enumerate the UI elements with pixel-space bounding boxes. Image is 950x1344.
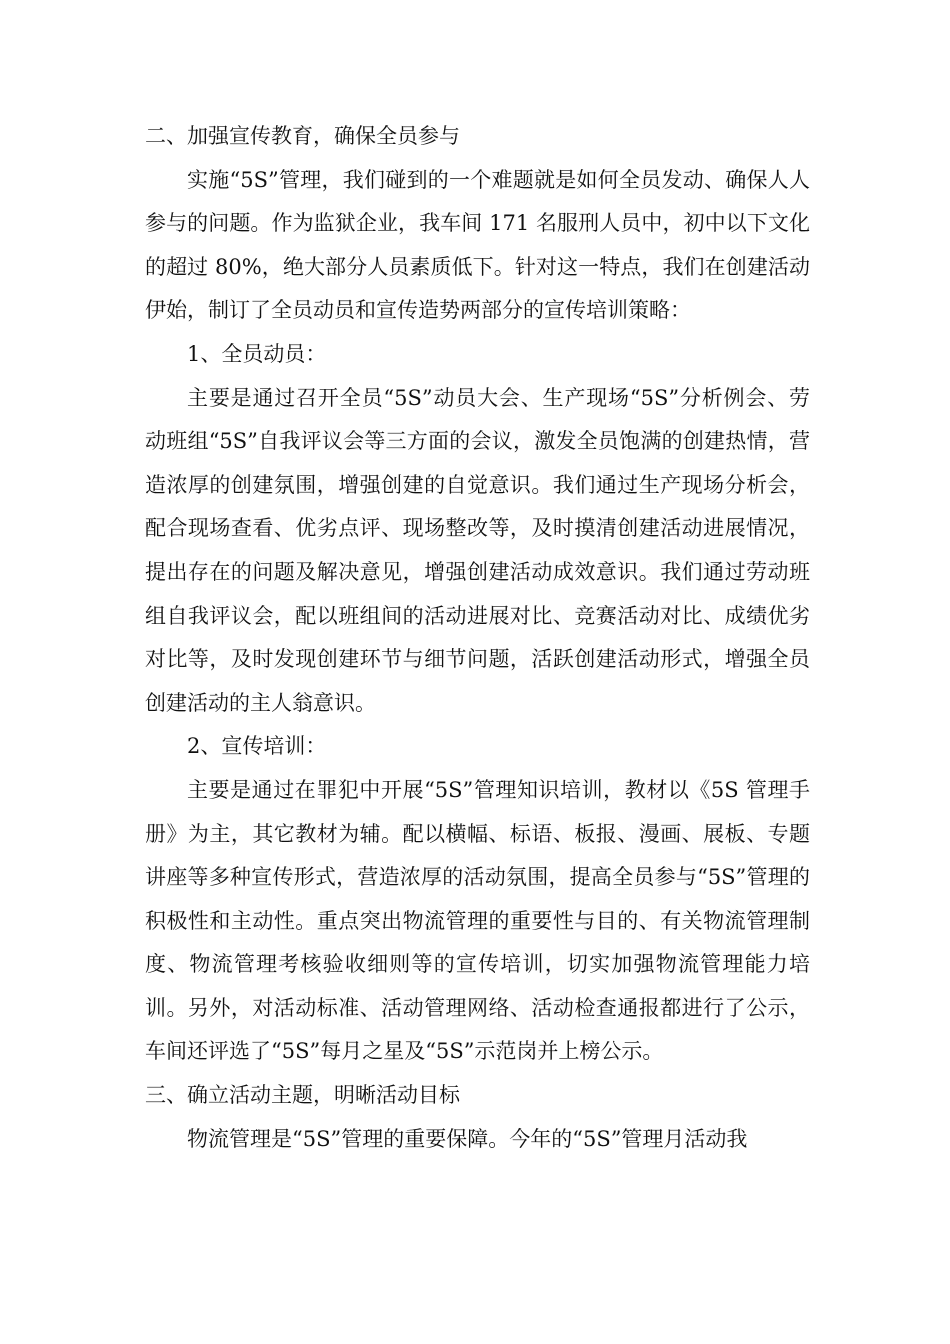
document-body xyxy=(145,115,810,1161)
section-heading-2: 二、加强宣传教育，确保全员参与 xyxy=(145,124,460,148)
paragraph-training: 主要是通过在罪犯中开展“5S”管理知识培训，教材以《5S 管理手册》为主，其它教材为辅。配以横幅、标语、板报、漫画、展板、专题讲座等多种宣传形式，营造浓厚的活动氛围，提高全员参与“5S”管理的积极性和主动性。重点突出物流管理的重要性与目的、有关物流管理制度、物流管理考核验收细则等的宣传培训，切实加强物流管理能力培训。另外，对活动标准、活动管理网络、活动检查通报都进行了公示，车间还评选了“5S”每月之星及“5S”示范岗并上榜公示。 xyxy=(145,777,810,1064)
paragraph-intro: 实施“5S”管理，我们碰到的一个难题就是如何全员发动、确保人人参与的问题。作为监狱企业，我车间 171 名服刑人员中，初中以下文化的超过 80%，绝大部分人员素质低下。针对这一特点，我们在创建活动伊始，制订了全员动员和宣传造势两部分的宣传培训策略： xyxy=(145,167,810,323)
section-heading-3: 三、确立活动主题，明晰活动目标 xyxy=(145,1083,460,1108)
subheading-training: 2、宣传培训： xyxy=(187,734,327,759)
subheading-mobilization: 1、全员动员： xyxy=(187,341,327,366)
paragraph-mobilization: 主要是通过召开全员“5S”动员大会、生产现场“5S”分析例会、劳动班组“5S”自我评议会等三方面的会议，激发全员饱满的创建热情，营造浓厚的创建氛围，增强创建的自觉意识。我们通过生产现场分析会，配合现场查看、优劣点评、现场整改等，及时摸清创建活动进展情况，提出存在的问题及解决意见，增强创建活动成效意识。我们通过劳动班组自我评议会，配以班组间的活动进展对比、竞赛活动对比、成绩优劣对比等，及时发现创建环节与细节问题，活跃创建活动形式，增强全员创建活动的主人翁意识。 xyxy=(145,385,810,715)
paragraph-logistics: 物流管理是“5S”管理的重要保障。今年的“5S”管理月活动我 xyxy=(187,1126,748,1151)
